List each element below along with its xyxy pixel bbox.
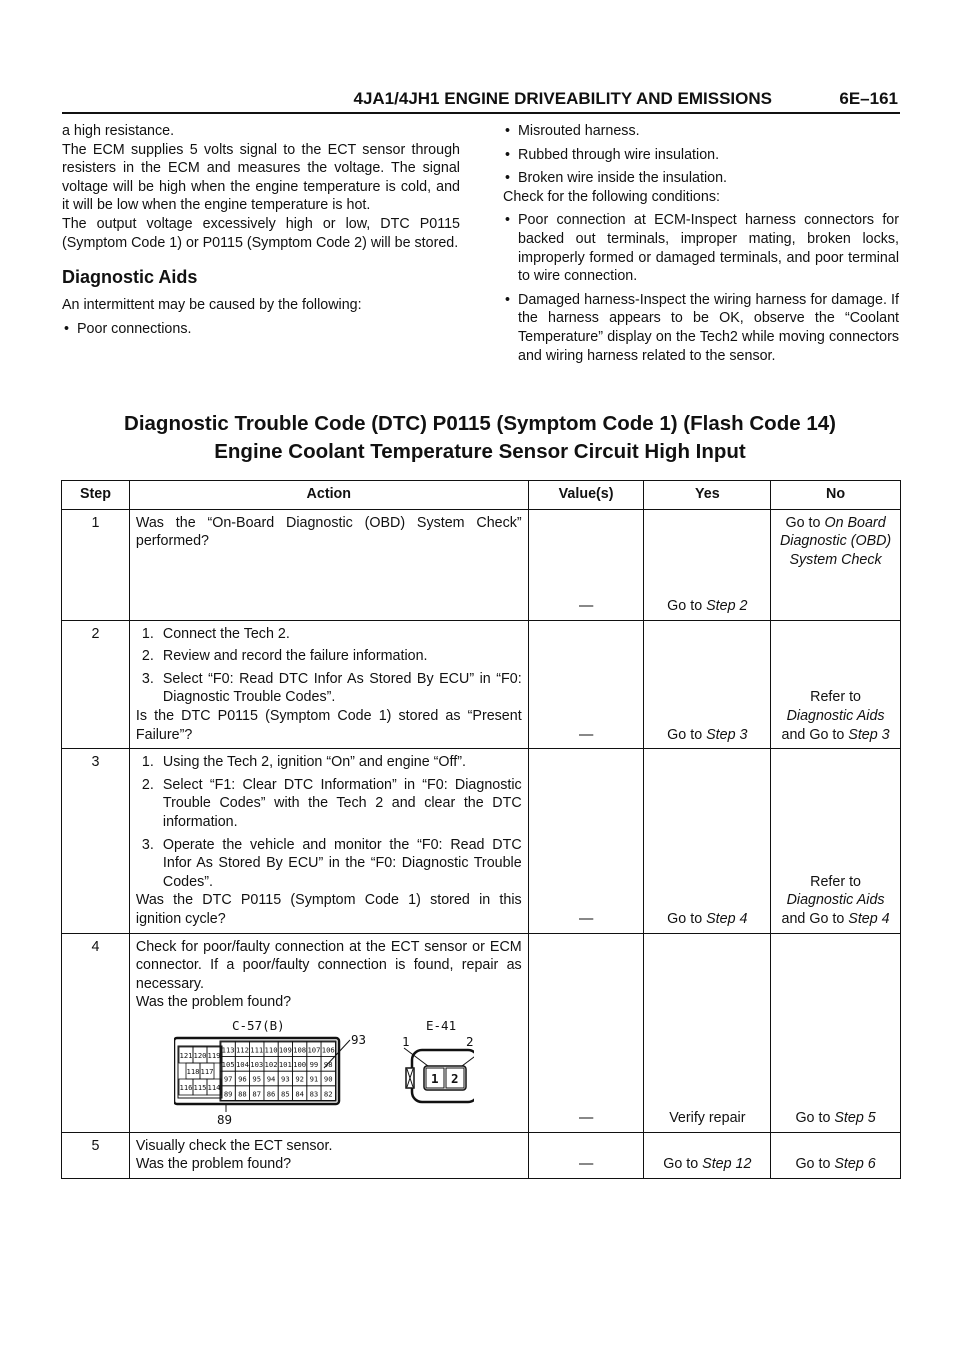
- ecm-pin-label: 98: [323, 1059, 333, 1069]
- step-number: 1: [62, 509, 130, 620]
- step-no: Refer to Diagnostic Aids and Go to Step 3: [771, 620, 901, 749]
- paragraph: a high resistance.: [62, 123, 175, 139]
- bullet-icon: •: [505, 146, 511, 163]
- ecm-pin-label: 105: [221, 1059, 235, 1069]
- dtc-title-line1: Diagnostic Trouble Code (DTC) P0115 (Symptom Code 1) (Flash Code 14): [124, 412, 836, 435]
- table-row: [62, 749, 901, 933]
- ecm-pin-label: 84: [295, 1089, 304, 1099]
- bullet-item: [503, 169, 899, 188]
- step-value: —: [528, 749, 644, 933]
- goto-text: Go to: [667, 598, 703, 614]
- ecm-pin-label: 88: [238, 1089, 247, 1099]
- paragraph: The output voltage excessively high or low, DTC P0115 (Symptom Code 1) or P0115 (Symptom Code 2) will be stored.: [62, 215, 460, 251]
- ecm-pin-label: 101: [278, 1059, 292, 1069]
- callout-89: 89: [216, 1111, 232, 1127]
- ecm-pin-label: 111: [250, 1045, 264, 1055]
- paragraph: The ECM supplies 5 volts signal to the ECT sensor through resisters in the ECM and measures the voltage. The signal voltage will be high when the engine temperature is cold, and it will be low when the engine temperature is hot.: [62, 141, 460, 214]
- callout-93: 93: [350, 1031, 366, 1047]
- ecm-pin-label: 95: [252, 1074, 261, 1084]
- col-header-step: Step: [62, 481, 130, 510]
- ecm-pin-label: 109: [278, 1045, 292, 1055]
- table-header-row: [62, 481, 901, 510]
- bullet-text: Poor connection at ECM-Inspect harness connectors for backed out terminals, improper mating, broken locks, improperly formed or damaged terminals, and poor terminal to wire connection.: [518, 212, 899, 285]
- step-number: 2: [62, 620, 130, 749]
- procedure-link[interactable]: Diagnostic Aids: [786, 892, 885, 909]
- step-value: —: [528, 509, 644, 620]
- header-title: 4JA1/4JH1 ENGINE DRIVEABILITY AND EMISSIONS: [353, 89, 772, 108]
- ecm-pin-label: 91: [309, 1074, 319, 1084]
- ecm-pin-label: 104: [235, 1059, 249, 1069]
- bullet-item: [503, 146, 899, 165]
- ecm-pin-label: 87: [252, 1089, 261, 1099]
- step-value: —: [528, 1132, 644, 1178]
- ecm-pin-label: 90: [323, 1074, 333, 1084]
- ecm-pin-label: 83: [309, 1089, 319, 1099]
- table-row: [62, 509, 901, 620]
- ecm-pin-label: 110: [264, 1045, 278, 1055]
- ecm-pin-label: 115: [193, 1082, 207, 1092]
- bullet-text: Broken wire inside the insulation.: [518, 170, 728, 187]
- action-question: Was the problem found?: [135, 1156, 292, 1173]
- diagnostic-table: [61, 480, 901, 1179]
- ecm-pin-label: 86: [266, 1089, 276, 1099]
- ecm-pin-label: 100: [293, 1059, 307, 1069]
- paragraph: Check for the following conditions:: [503, 188, 720, 205]
- step-action: [129, 749, 528, 933]
- step-value: —: [528, 933, 644, 1132]
- ect-connector-label: E-41: [425, 1017, 456, 1033]
- bullet-item: [503, 211, 899, 285]
- procedure-link[interactable]: Diagnostic Aids: [786, 707, 885, 724]
- ecm-pin-label: 85: [280, 1089, 290, 1099]
- col-header-values: Value(s): [528, 481, 644, 510]
- action-question: Is the DTC P0115 (Symptom Code 1) stored as “Present Failure”?: [135, 707, 522, 743]
- ecm-pin-label: 89: [223, 1089, 233, 1099]
- ecm-pin-label: 118: [186, 1066, 200, 1076]
- ecm-pin-label: 103: [250, 1059, 264, 1069]
- bullet-text: Rubbed through wire insulation.: [518, 146, 720, 163]
- bullet-icon: •: [505, 170, 511, 187]
- step-action: [129, 620, 528, 749]
- step-no: [771, 509, 901, 620]
- bullet-text: Misrouted harness.: [518, 123, 640, 139]
- left-column: [62, 122, 460, 344]
- right-column: [503, 122, 899, 370]
- dtc-title: [0, 410, 960, 466]
- step-link[interactable]: Step 6: [834, 1156, 876, 1173]
- ecm-pin-label: 112: [235, 1045, 249, 1055]
- action-question: Was the DTC P0115 (Symptom Code 1) stored in this ignition cycle?: [135, 892, 522, 927]
- bullet-icon: •: [505, 291, 511, 308]
- step-no: Refer to Diagnostic Aids and Go to Step 4: [771, 749, 901, 933]
- ecm-pin-label: 113: [221, 1045, 235, 1055]
- step-action: [129, 509, 528, 620]
- step-yes: Go to Step 12: [644, 1132, 771, 1178]
- ecm-connector: [174, 1038, 339, 1104]
- action-item: 1. Connect the Tech 2.: [141, 625, 290, 642]
- step-link[interactable]: Step 2: [706, 598, 748, 614]
- table-row: [62, 620, 901, 749]
- pin-1-label: 1: [401, 1033, 410, 1049]
- ecm-pin-label: 114: [207, 1082, 221, 1092]
- ect-connector: [404, 1048, 474, 1102]
- action-item: 2. Select “F1: Clear DTC Information” in “F0: Diagnostic Trouble Codes” with the Tech 2 and clear the DTC information.: [141, 776, 522, 830]
- action-item: 3. Select “F0: Read DTC Infor As Stored By ECU” in “F0: Diagnostic Trouble Codes”.: [141, 670, 522, 706]
- step-link[interactable]: Step 3: [706, 726, 748, 743]
- step-link[interactable]: Step 12: [702, 1156, 752, 1173]
- connector-diagram: [174, 1016, 474, 1128]
- ecm-pin-label: 120: [193, 1050, 207, 1060]
- procedure-link[interactable]: On Board Diagnostic (OBD) System Check: [779, 514, 892, 568]
- step-link[interactable]: Step 5: [834, 1110, 876, 1127]
- ecm-pin-label: 119: [207, 1050, 221, 1060]
- ecm-pin-label: 92: [295, 1074, 304, 1084]
- goto-text: Go to: [785, 514, 821, 531]
- action-question: Was the problem found?: [135, 994, 292, 1011]
- step-action: [129, 933, 528, 1132]
- step-link[interactable]: Step 3: [848, 726, 890, 743]
- bullet-text: Poor connections.: [77, 321, 192, 338]
- step-no: Go to Step 5: [771, 933, 901, 1132]
- col-header-yes: Yes: [644, 481, 771, 510]
- step-yes: Verify repair: [644, 933, 771, 1132]
- step-yes: Go to Step 4: [644, 749, 771, 933]
- paragraph: An intermittent may be caused by the following:: [62, 296, 362, 313]
- ecm-pin-label: 82: [323, 1089, 333, 1099]
- ecm-pin-label: 97: [223, 1074, 233, 1084]
- ecm-pin-label: 102: [264, 1059, 278, 1069]
- ecm-pin-label: 94: [266, 1074, 276, 1084]
- bullet-text: Damaged harness-Inspect the wiring harness for damage. If the harness appears to be OK, observe the “Coolant Temperature” display on the Tech2 while moving connectors and wiring harness related to the sensor.: [518, 291, 899, 364]
- col-header-action: Action: [129, 481, 528, 510]
- step-link[interactable]: Step 4: [848, 910, 890, 927]
- ecm-pin-grid: [179, 1042, 335, 1100]
- ecm-pin-label: 121: [179, 1050, 193, 1060]
- ecm-pin-label: 99: [309, 1059, 319, 1069]
- step-number: 3: [62, 749, 130, 933]
- dtc-title-line2: Engine Coolant Temperature Sensor Circuit High Input: [214, 440, 746, 463]
- ecm-connector-label: C-57(B): [231, 1017, 285, 1033]
- table-row: [62, 1132, 901, 1178]
- bullet-icon: •: [64, 321, 70, 338]
- pin-1: 1: [430, 1070, 439, 1086]
- bullet-icon: •: [505, 212, 511, 229]
- action-item: 2. Review and record the failure information.: [141, 648, 428, 665]
- step-number: 5: [62, 1132, 130, 1178]
- ecm-pin-label: 96: [238, 1074, 247, 1084]
- table-row: [62, 933, 901, 1132]
- step-action: [129, 1132, 528, 1178]
- page-number: 6E–161: [839, 89, 898, 108]
- section-heading: Diagnostic Aids: [62, 267, 198, 288]
- step-value: —: [528, 620, 644, 749]
- action-text: Visually check the ECT sensor.: [135, 1137, 333, 1154]
- action-text: Was the “On-Board Diagnostic (OBD) System Check” performed?: [135, 514, 522, 550]
- bullet-icon: •: [505, 123, 511, 139]
- step-number: 4: [62, 933, 130, 1132]
- action-item: 1. Using the Tech 2, ignition “On” and engine “Off”.: [141, 754, 466, 771]
- ecm-pin-label: 107: [307, 1045, 321, 1055]
- col-header-no: No: [771, 481, 901, 510]
- ecm-pin-label: 116: [179, 1082, 193, 1092]
- step-no: Go to Step 6: [771, 1132, 901, 1178]
- bullet-item: [503, 122, 899, 141]
- step-link[interactable]: Step 4: [706, 910, 748, 927]
- page-header: [62, 88, 900, 114]
- step-yes: Go to Step 3: [644, 620, 771, 749]
- step-yes: [644, 509, 771, 620]
- action-item: 3. Operate the vehicle and monitor the “F0: Read DTC Infor As Stored By ECU” in the “F0: Diagnostic Trouble Codes”.: [141, 836, 522, 890]
- ecm-pin-label: 108: [293, 1045, 307, 1055]
- bullet-item: [62, 320, 460, 339]
- ecm-pin-label: 93: [280, 1074, 290, 1084]
- pin-2: 2: [450, 1070, 459, 1086]
- ecm-pin-label: 106: [321, 1045, 335, 1055]
- pin-2-label: 2: [465, 1033, 474, 1049]
- ecm-pin-label: 117: [200, 1066, 214, 1076]
- action-text: Check for poor/faulty connection at the ECT sensor or ECM connector. If a poor/faulty connection is found, repair as necessary.: [135, 938, 522, 992]
- bullet-item: [503, 291, 899, 365]
